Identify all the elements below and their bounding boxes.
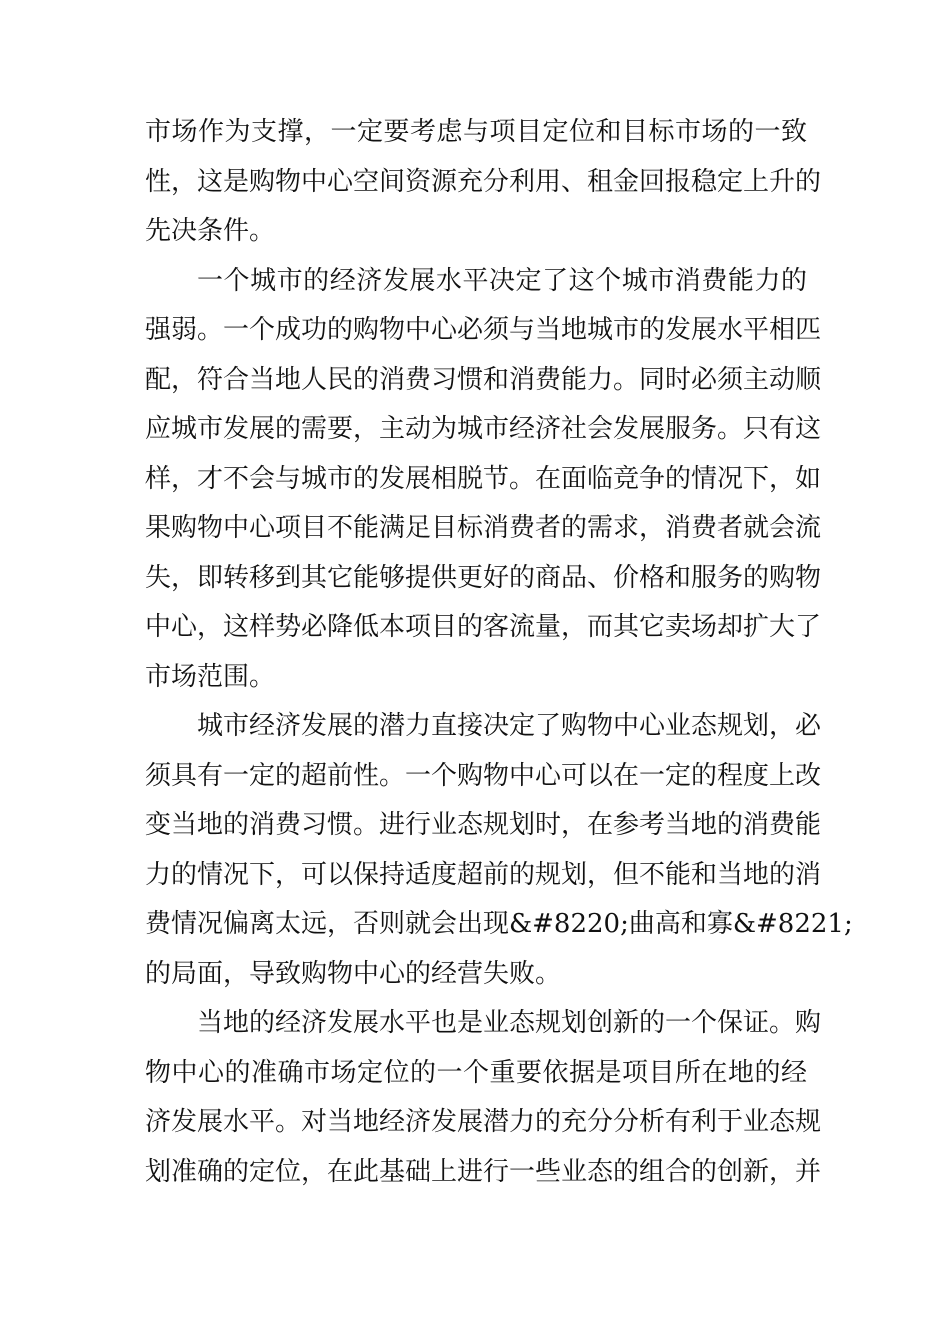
text-line: 强弱。一个成功的购物中心必须与当地城市的发展水平相匹 [145,315,822,345]
text-line: 划准确的定位，在此基础上进行一些业态的组合的创新，并 [145,1156,822,1187]
text-line: 先决条件。 [145,216,276,246]
text-line: 力的情况下，可以保持适度超前的规划，但不能和当地的消 [145,859,822,890]
text-line: 当地的经济发展水平也是业态规划创新的一个保证。购 [197,1008,822,1038]
text-line: 费情况偏离太远，否则就会出现&#8220;曲高和寡&#8221; [145,909,853,939]
text-line: 的局面，导致购物中心的经营失败。 [145,958,562,989]
text-line: 变当地的消费习惯。进行业态规划时，在参考当地的消费能 [145,810,822,840]
document-body [145,108,853,1197]
text-line: 性，这是购物中心空间资源充分利用、租金回报稳定上升的 [145,166,822,197]
paragraph-1 [145,108,822,257]
text-line: 中心，这样势必降低本项目的客流量，而其它卖场却扩大了 [145,612,822,642]
text-line: 物中心的准确市场定位的一个重要依据是项目所在地的经 [145,1057,807,1088]
text-line: 济发展水平。对当地经济发展潜力的充分分析有利于业态规 [145,1107,822,1137]
paragraph-3 [145,702,853,999]
text-line: 果购物中心项目不能满足目标消费者的需求，消费者就会流 [145,513,822,543]
text-line: 应城市发展的需要，主动为城市经济社会发展服务。只有这 [145,414,822,444]
text-line: 须具有一定的超前性。一个购物中心可以在一定的程度上改 [145,760,822,791]
text-line: 失，即转移到其它能够提供更好的商品、价格和服务的购物 [145,562,822,593]
text-line: 市场作为支撑，一定要考虑与项目定位和目标市场的一致 [145,117,807,147]
paragraph-4 [145,999,822,1197]
text-line: 一个城市的经济发展水平决定了这个城市消费能力的 [197,265,807,296]
text-line: 样，才不会与城市的发展相脱节。在面临竞争的情况下，如 [145,463,822,494]
paragraph-2 [145,257,822,703]
text-line: 城市经济发展的潜力直接决定了购物中心业态规划，必 [197,711,822,741]
text-line: 市场范围。 [145,661,276,692]
text-line: 配，符合当地人民的消费习惯和消费能力。同时必须主动顺 [145,364,822,395]
